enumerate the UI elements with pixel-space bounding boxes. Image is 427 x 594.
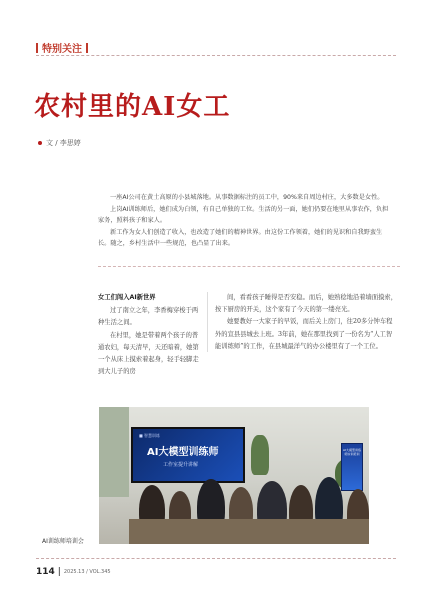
body-paragraph: 过了南立之年，李香梅穿梭于两种生活之间。 [98,307,199,327]
section-tag [36,40,88,55]
page-footer [36,567,111,577]
article-title: 农村里的AI女工 [34,92,231,122]
screen-subtitle: 工作室提升讲解 [163,462,199,468]
byline-text: 文 / 李思婷 [46,139,81,147]
body-column-left [98,292,200,378]
plant [251,435,269,475]
section-bar-left [36,43,38,53]
page-number: 114 [36,567,55,577]
subheading: 女工们闯入AI新世界 [98,294,156,301]
body-paragraph: 间，看看孩子睡得是否安稳。而后，她熟稔地沿着墙面摸索，按下厨房的开关，这个家有了今天的第一缕亮光。 [215,294,398,314]
byline [38,138,81,148]
screen-title: AI大模型训练师 [147,447,219,458]
lead-divider [98,266,400,267]
screen-logo: ■ 智慧训练 [139,433,161,438]
issue-info: 2025.13 / VOL.345 [63,569,111,575]
banner-text: AI大模型训练师实训培训 [343,448,361,456]
bullet-icon [38,141,42,145]
photo-caption: AI训练师培训会 [42,538,84,545]
footer-divider [36,558,396,559]
desk-row [129,519,369,544]
body-column-right [215,292,397,353]
body-paragraph: 她要教好一大家子的早饭，而后关上房门，往20多分钟车程外的宣县县城去上班。3年前，她在那里找到了一份名为“人工智能训练师”的工作，在县城最洋气的办公楼里有了一个工位。 [215,318,393,350]
lead-paragraph: 一座AI公司在黄土高原的小县城落地。从事数据标注的员工中，90%来自周边村庄，大多数是女性。 [110,194,384,201]
lead-paragraph: 上岗AI训练师后，她们成为白领，有自己单独的工位。生活的另一面，她们仍要在地里从事农作，负担家务，照料孩子和家人。 [98,206,389,224]
section-label: 特别关注 [42,44,82,55]
presentation-screen [131,427,245,483]
photo-window [99,407,129,497]
section-bar-right [86,43,88,53]
column-divider [207,292,208,352]
body-paragraph: 在村里，她是带着两个孩子的普通农妇，每天清早，天还暗着，她第一个从床上摸索着起身，轻手轻脚走到大儿子的房 [98,331,199,376]
header-divider [36,55,396,56]
lead-block [98,192,394,250]
training-photo [99,407,369,544]
footer-separator: | [57,567,61,577]
lead-paragraph: 新工作为女人们创造了收入，也改造了她们的精神世界。由这份工作领着，她们的见识和自我野蛮生长。随之，乡村生活中一些规范，也凸显了出来。 [98,229,383,247]
rollup-banner [341,443,363,491]
